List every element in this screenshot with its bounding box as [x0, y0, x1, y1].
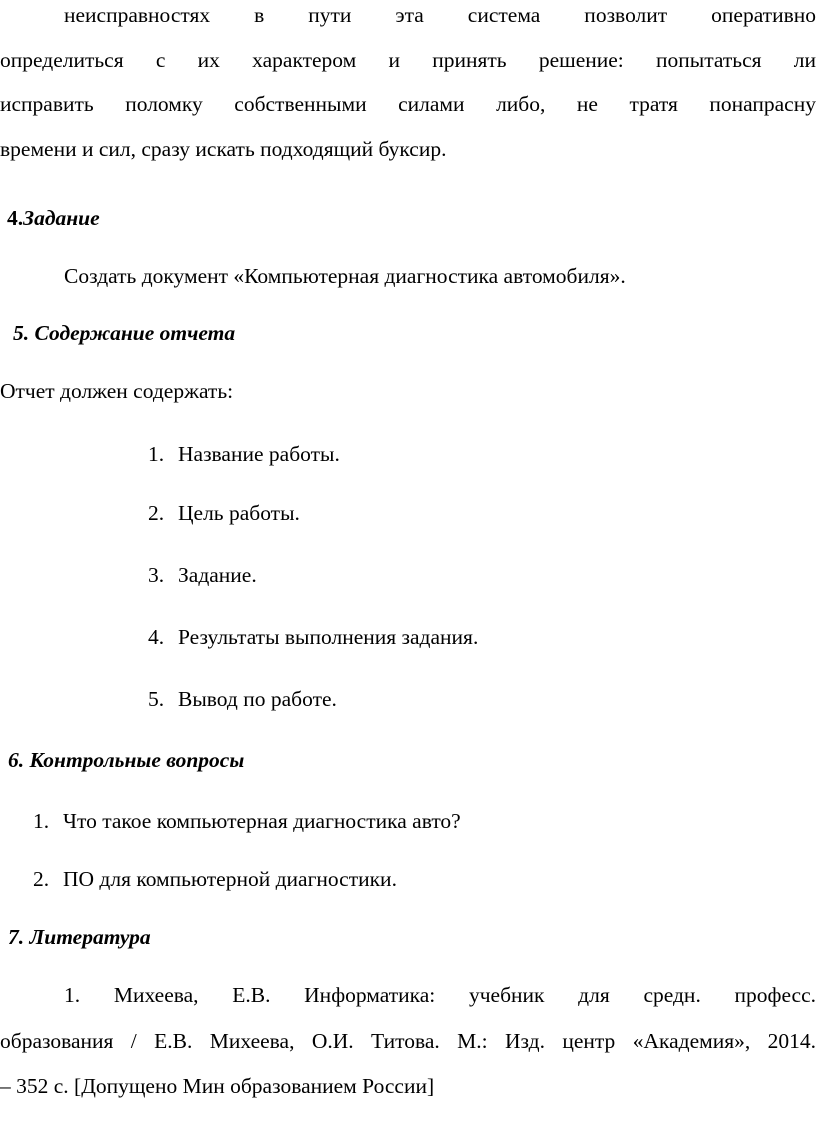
section-title: Контрольные вопросы: [29, 748, 245, 772]
list-marker: 1.: [148, 442, 165, 466]
paragraph-line: исправить поломку собственными силами либо, не тратя понапрасну: [0, 92, 816, 116]
section-number: 7.: [8, 925, 25, 949]
list-item: [148, 441, 340, 467]
list-marker: 5.: [148, 687, 165, 711]
paragraph-line: определиться с их характером и принять решение: попытаться ли: [0, 48, 816, 72]
task-text: Создать документ «Компьютерная диагностика автомобиля».: [64, 264, 626, 288]
reference-line: образования / Е.В. Михеева, О.И. Титова. М.: Изд. центр «Академия», 2014.: [0, 1029, 816, 1053]
list-marker: 2.: [148, 501, 165, 525]
paragraph-line: времени и сил, сразу искать подходящий буксир.: [0, 137, 447, 161]
section-heading: [8, 747, 816, 773]
section-number: 6.: [8, 748, 25, 772]
list-item: [148, 686, 337, 712]
section-title: Задание: [23, 206, 100, 230]
list-marker: 3.: [148, 563, 165, 587]
section-number: 4.: [7, 206, 24, 230]
list-marker: 2.: [33, 867, 50, 891]
reference-line: – 352 с. [Допущено Мин образованием России]: [0, 1074, 435, 1098]
list-marker: 4.: [148, 625, 165, 649]
section-heading: [13, 320, 816, 346]
list-item-text: ПО для компьютерной диагностики.: [63, 867, 397, 891]
reference-line: 1. Михеева, Е.В. Информатика: учебник для средн. професс.: [64, 983, 816, 1007]
section-heading: [7, 205, 816, 231]
list-item: [148, 562, 257, 588]
list-item: [148, 624, 478, 650]
section-title: Литература: [29, 925, 151, 949]
list-item-text: Результаты выполнения задания.: [178, 625, 479, 649]
list-marker: 1.: [33, 809, 50, 833]
list-item: [33, 808, 461, 834]
section-intro: Отчет должен содержать:: [0, 379, 234, 403]
paragraph-line: неисправностях в пути эта система позволит оперативно: [64, 3, 816, 27]
section-heading: [8, 924, 816, 950]
section-title: Содержание отчета: [34, 321, 236, 345]
list-item-text: Вывод по работе.: [178, 687, 337, 711]
list-item-text: Задание.: [178, 563, 257, 587]
section-number: 5.: [13, 321, 30, 345]
list-item-text: Цель работы.: [178, 501, 300, 525]
list-item-text: Что такое компьютерная диагностика авто?: [63, 809, 461, 833]
list-item: [33, 866, 397, 892]
list-item-text: Название работы.: [178, 442, 340, 466]
list-item: [148, 500, 300, 526]
